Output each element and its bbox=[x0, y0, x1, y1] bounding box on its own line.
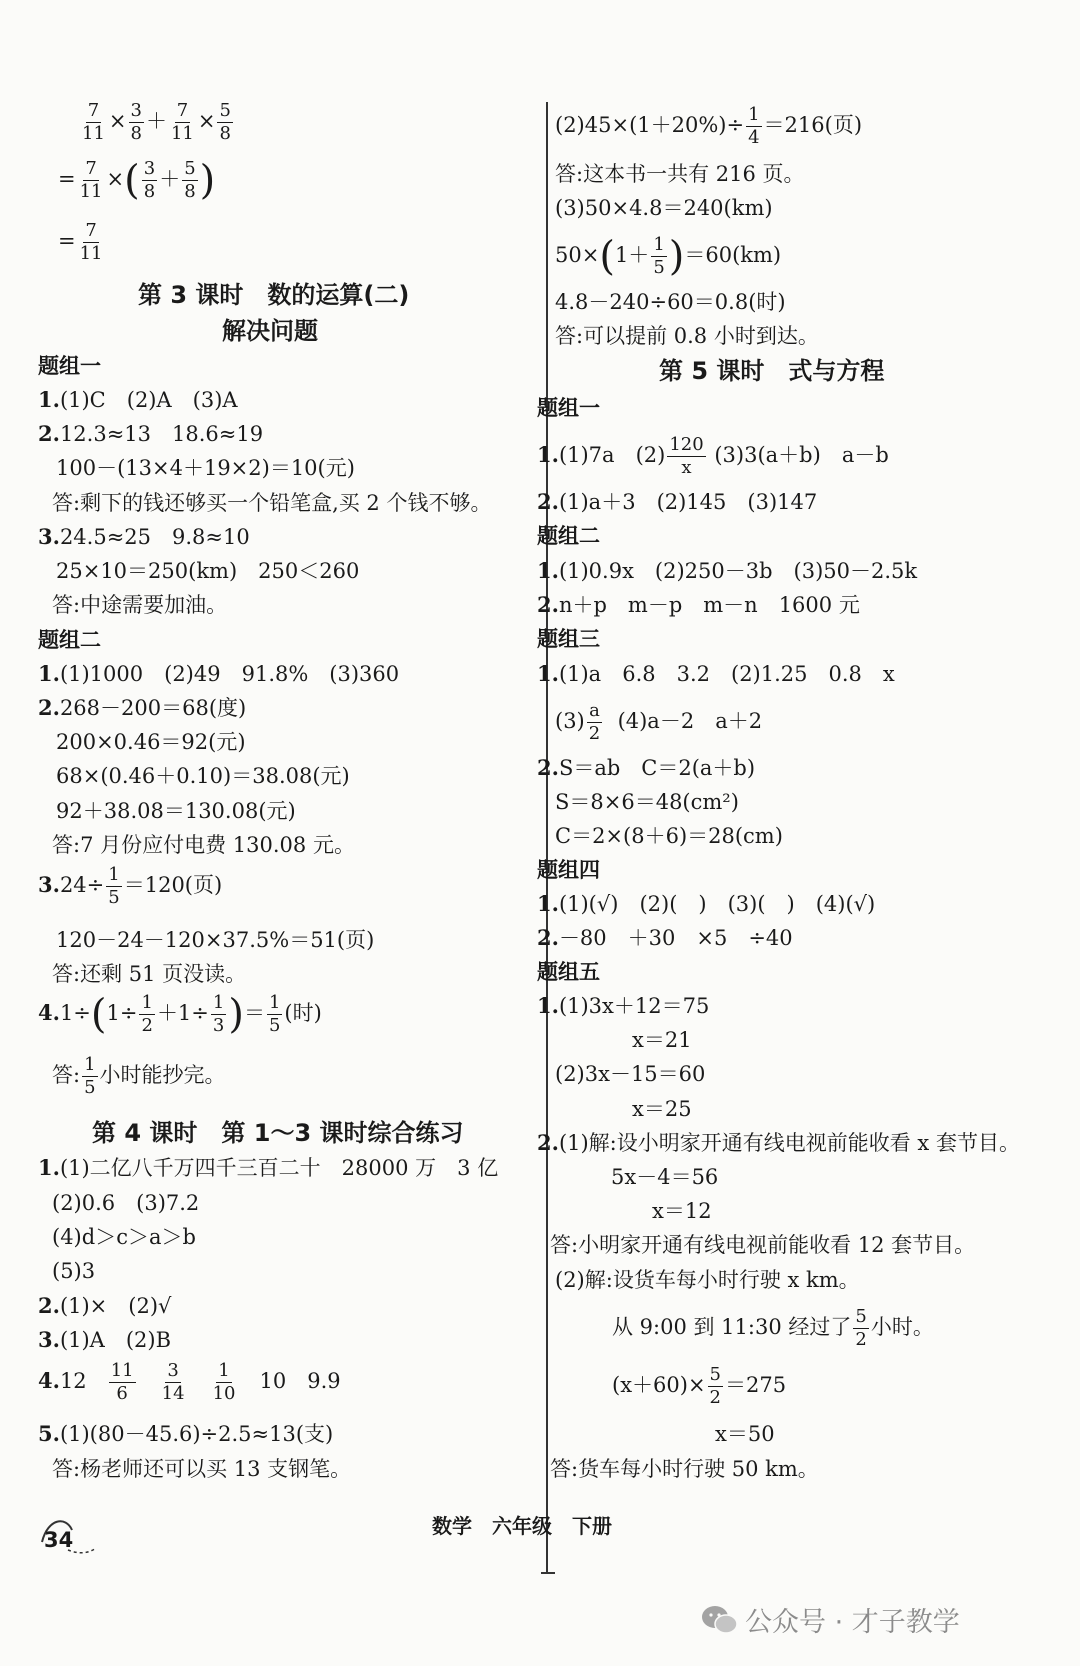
group-label: 题组二 bbox=[38, 628, 101, 652]
group-label: 题组四 bbox=[537, 858, 600, 882]
group-label: 题组五 bbox=[537, 960, 600, 984]
answer-line: 4.8－240÷60＝0.8(时) bbox=[555, 290, 786, 314]
answer-line: 1.(1)1000 (2)49 91.8% (3)360 bbox=[38, 661, 400, 686]
answer-line: 2.(1)a＋3 (2)145 (3)147 bbox=[537, 489, 818, 514]
answer-line: x＝50 bbox=[715, 1422, 775, 1446]
answer-line: (3)50×4.8＝240(km) bbox=[555, 196, 773, 220]
answer-line: 3.24÷ $\frac{1}{5}$ ＝120(页) bbox=[38, 864, 223, 908]
answer-line: 答:货车每小时行驶 50 km。 bbox=[550, 1457, 819, 1481]
answer-line: 答:杨老师还可以买 13 支钢笔。 bbox=[52, 1457, 352, 1481]
answer-line: 答: $\frac{1}{5}$ 小时能抄完。 bbox=[52, 1054, 226, 1098]
group-label: 题组二 bbox=[537, 524, 600, 548]
answer-line: 2.(1)解:设小明家开通有线电视前能收看 x 套节目。 bbox=[537, 1130, 1020, 1155]
answer-line: 1.(1)3x＋12＝75 bbox=[537, 993, 710, 1018]
answer-line: (2)0.6 (3)7.2 bbox=[52, 1191, 200, 1215]
answer-line: (2)3x－15＝60 bbox=[555, 1062, 706, 1086]
column-divider bbox=[546, 102, 548, 1572]
answer-line: (5)3 bbox=[52, 1259, 96, 1283]
answer-line: (2)解:设货车每小时行驶 x km。 bbox=[555, 1268, 860, 1292]
answer-line: (x＋60)× $\frac{5}{2}$ ＝275 bbox=[612, 1364, 787, 1408]
answer-line: (3) $\frac{a}{2}$ (4)a－2 a＋2 bbox=[555, 700, 763, 744]
answer-line: 4.1÷(1÷ $\frac{1}{2}$ ＋1÷ $\frac{1}{3}$ )＝ $\frac{1}{5}$ (时) bbox=[38, 991, 322, 1038]
answer-line: 1.(1)二亿八千万四千三百二十 28000 万 3 亿 bbox=[38, 1155, 499, 1180]
answer-line: 1.(1)C (2)A (3)A bbox=[38, 387, 238, 412]
wechat-icon bbox=[700, 1603, 740, 1637]
answer-line: 1.(1)(√) (2)( ) (3)( ) (4)(√) bbox=[537, 891, 876, 916]
answer-line: 答:小明家开通有线电视前能收看 12 套节目。 bbox=[550, 1233, 976, 1257]
answer-line: (2)45×(1＋20%)÷ $\frac{1}{4}$ ＝216(页) bbox=[555, 104, 863, 148]
lesson-5-title: 第 5 课时 式与方程 bbox=[659, 357, 885, 385]
eq-line-2: = $\frac{7}{11}$ ×( $\frac{3}{8}$ ＋ $\frac{5}{8}$ ) bbox=[58, 157, 216, 204]
answer-line: 答:7 月份应付电费 130.08 元。 bbox=[52, 833, 355, 857]
group-label: 题组一 bbox=[38, 354, 101, 378]
answer-line: 1.(1)0.9x (2)250－3b (3)50－2.5k bbox=[537, 558, 918, 583]
answer-line: 3.(1)A (2)B bbox=[38, 1327, 172, 1352]
answer-line: C＝2×(8＋6)＝28(cm) bbox=[555, 824, 783, 848]
book-info: 数学 六年级 下册 bbox=[432, 1514, 612, 1538]
group-label: 题组一 bbox=[537, 396, 600, 420]
answer-line: x＝21 bbox=[632, 1028, 692, 1052]
lesson-3-subtitle: 解决问题 bbox=[222, 317, 318, 345]
answer-line: 答:可以提前 0.8 小时到达。 bbox=[555, 324, 819, 348]
answer-line: 2.12.3≈13 18.6≈19 bbox=[38, 421, 264, 446]
answer-line: 92＋38.08＝130.08(元) bbox=[56, 799, 296, 823]
answer-line: 2.n＋p m－p m－n 1600 元 bbox=[537, 592, 860, 617]
answer-line: 1.(1)a 6.8 3.2 (2)1.25 0.8 x bbox=[537, 661, 895, 686]
answer-line: 4.12 $\frac{11}{6}$ $\frac{3}{14}$ $\frac{1}{10}$ 10 9.9 bbox=[38, 1360, 341, 1404]
answer-line: S＝8×6＝48(cm²) bbox=[555, 790, 739, 814]
answer-line: 2.－80 ＋30 ×5 ÷40 bbox=[537, 925, 793, 950]
answer-line: 25×10＝250(km) 250＜260 bbox=[56, 559, 360, 583]
column-divider-end bbox=[541, 1572, 555, 1574]
answer-line: 50×(1＋ $\frac{1}{5}$ )＝60(km) bbox=[555, 233, 782, 280]
eq-line-3: = $\frac{7}{11}$ bbox=[58, 220, 103, 264]
answer-line: 答:中途需要加油。 bbox=[52, 593, 228, 617]
answer-line: 120－24－120×37.5%＝51(页) bbox=[56, 928, 375, 952]
answer-line: 5.(1)(80－45.6)÷2.5≈13(支) bbox=[38, 1421, 334, 1446]
answer-line: 5x－4＝56 bbox=[611, 1165, 719, 1189]
answer-line: 2.268－200＝68(度) bbox=[38, 695, 247, 720]
answer-line: x＝25 bbox=[632, 1097, 692, 1121]
eq-line-1: $\frac{7}{11}$ × $\frac{3}{8}$ ＋ $\frac{7}{11}$ × $\frac{5}{8}$ bbox=[82, 100, 231, 144]
answer-line: 从 9:00 到 11:30 经过了 $\frac{5}{2}$ 小时。 bbox=[612, 1306, 934, 1350]
answer-line: 答:剩下的钱还够买一个铅笔盒,买 2 个钱不够。 bbox=[52, 491, 492, 515]
answer-line: (4)d＞c＞a＞b bbox=[52, 1225, 196, 1249]
answer-line: 1.(1)7a (2) $\frac{120}{x}$ (3)3(a＋b) a－b bbox=[537, 434, 889, 478]
page-number: 34 bbox=[44, 1528, 74, 1552]
watermark: 公众号 · 才子教学 bbox=[745, 1607, 960, 1638]
answer-line: 200×0.46＝92(元) bbox=[56, 730, 246, 754]
answer-line: 答:还剩 51 页没读。 bbox=[52, 962, 247, 986]
lesson-3-title: 第 3 课时 数的运算(二) bbox=[138, 281, 410, 309]
group-label: 题组三 bbox=[537, 627, 600, 651]
answer-line: 2.S＝ab C＝2(a＋b) bbox=[537, 755, 756, 780]
answer-line: 68×(0.46＋0.10)＝38.08(元) bbox=[56, 764, 350, 788]
answer-line: 答:这本书一共有 216 页。 bbox=[555, 162, 805, 186]
lesson-4-title: 第 4 课时 第 1～3 课时综合练习 bbox=[92, 1119, 464, 1147]
answer-line: 2.(1)× (2)√ bbox=[38, 1293, 172, 1318]
answer-line: x＝12 bbox=[652, 1199, 712, 1223]
answer-line: 3.24.5≈25 9.8≈10 bbox=[38, 524, 250, 549]
answer-line: 100－(13×4＋19×2)＝10(元) bbox=[56, 456, 355, 480]
